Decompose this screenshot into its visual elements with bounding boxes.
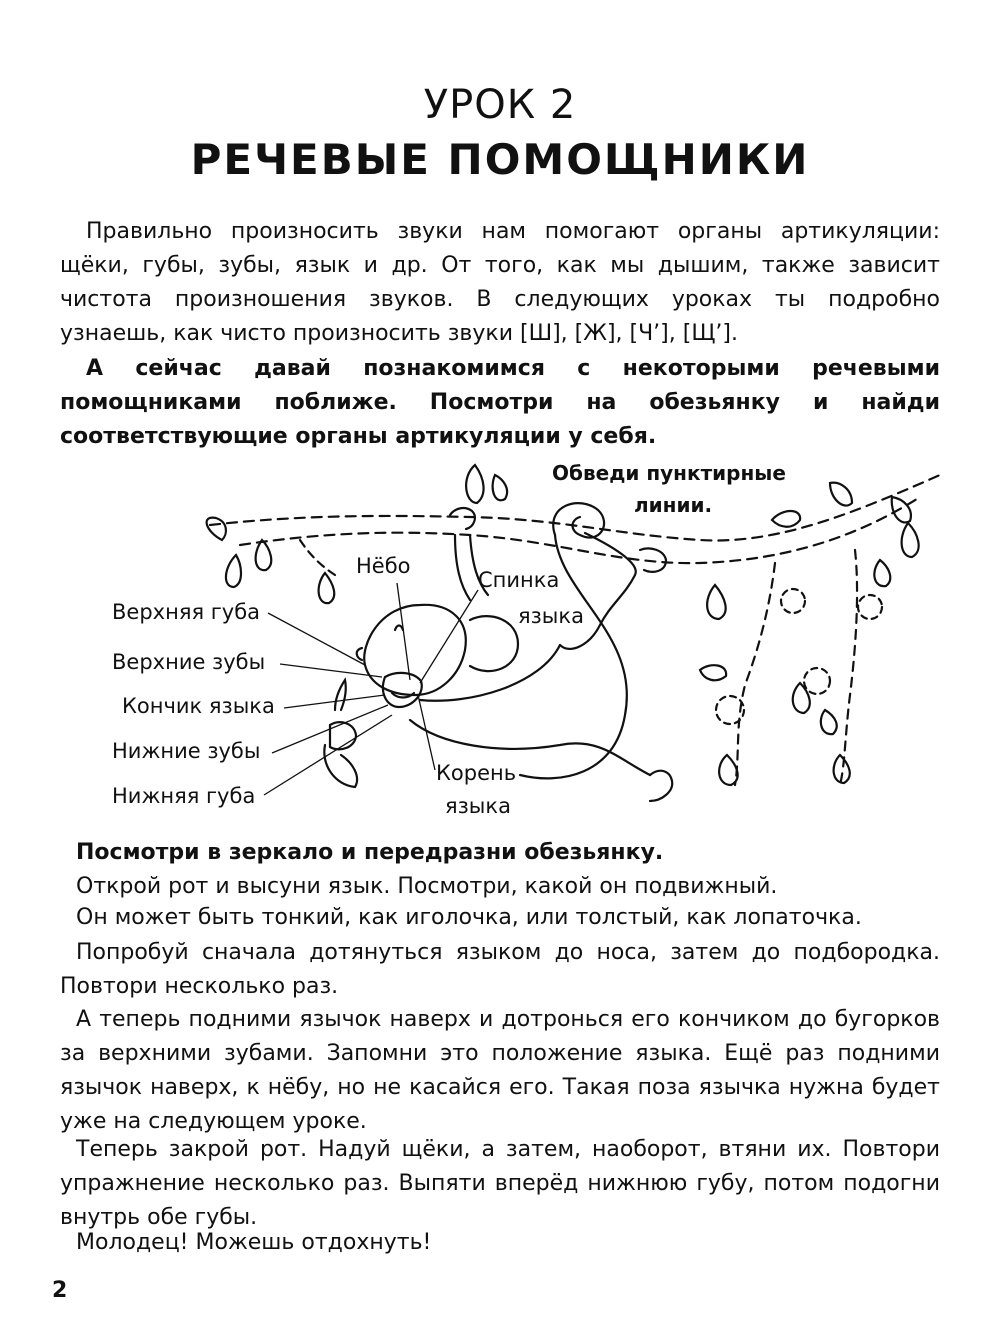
- exercise-paragraph-2: Он может быть тонкий, как иголочка, или толстый, как лопаточка.: [76, 905, 862, 930]
- exercise-paragraph-3: Попробуй сначала дотянуться языком до носа, затем до подбородка. Повтори несколько раз.: [60, 940, 940, 999]
- monkey-illustration: [0, 455, 1000, 835]
- branch-dashed-bottom: [240, 497, 920, 563]
- label-upper-lip: Верхняя губа: [112, 600, 261, 624]
- intro-bold-paragraph: А сейчас давай познакомимся с некоторыми речевыми помощниками поближе. Посмотри на обезьянку и найди соответствующие органы артикуляции у себя.: [60, 356, 940, 449]
- exercise-paragraph-6: Молодец! Можешь отдохнуть!: [76, 1230, 432, 1255]
- exercise-paragraph-4: А теперь подними язычок наверх и дотронься его кончиком до бугорков за верхними зубами. Запомни это положение языка. Ещё раз подними язычок наверх, к нёбу, но не касайся его. Такая поза язычка нужна будет уже на следующем уроке.: [60, 1007, 940, 1134]
- label-upper-teeth: Верхние зубы: [112, 650, 266, 674]
- exercise-heading: Посмотри в зеркало и передразни обезьянку.: [76, 840, 664, 865]
- lesson-title: РЕЧЕВЫЕ ПОМОЩНИКИ: [190, 135, 810, 184]
- intro-paragraph: Правильно произносить звуки нам помогают органы артикуляции: щёки, губы, зубы, язык и др. От того, как мы дышим, также зависит чистота произношения звуков. В следующих уроках ты подробно узнаешь, как чисто произносить звуки [Ш], [Ж], [Ч’], [Щ’].: [60, 219, 940, 346]
- label-palate: Нёбо: [356, 554, 411, 578]
- label-lower-lip: Нижняя губа: [112, 784, 256, 808]
- label-tongue-tip: Кончик языка: [122, 694, 275, 718]
- lesson-number: УРОК 2: [423, 82, 577, 128]
- label-tongue-root-1: Корень: [436, 761, 517, 785]
- label-lower-teeth: Нижние зубы: [112, 739, 261, 763]
- task-line-2: линии.: [634, 493, 713, 517]
- label-tongue-back-1: Спинка: [478, 568, 560, 592]
- page-number: 2: [52, 1278, 68, 1303]
- label-tongue-back-2: языка: [518, 604, 584, 628]
- task-line-1: Обведи пунктирные: [552, 461, 786, 485]
- exercise-paragraph-5: Теперь закрой рот. Надуй щёки, а затем, наоборот, втяни их. Повтори упражнение несколько раз. Выпяти вперёд нижнюю губу, потом подогни внутрь обе губы.: [60, 1137, 940, 1230]
- label-tongue-root-2: языка: [445, 794, 511, 818]
- exercise-paragraph-1: Открой рот и высуни язык. Посмотри, какой он подвижный.: [76, 874, 778, 899]
